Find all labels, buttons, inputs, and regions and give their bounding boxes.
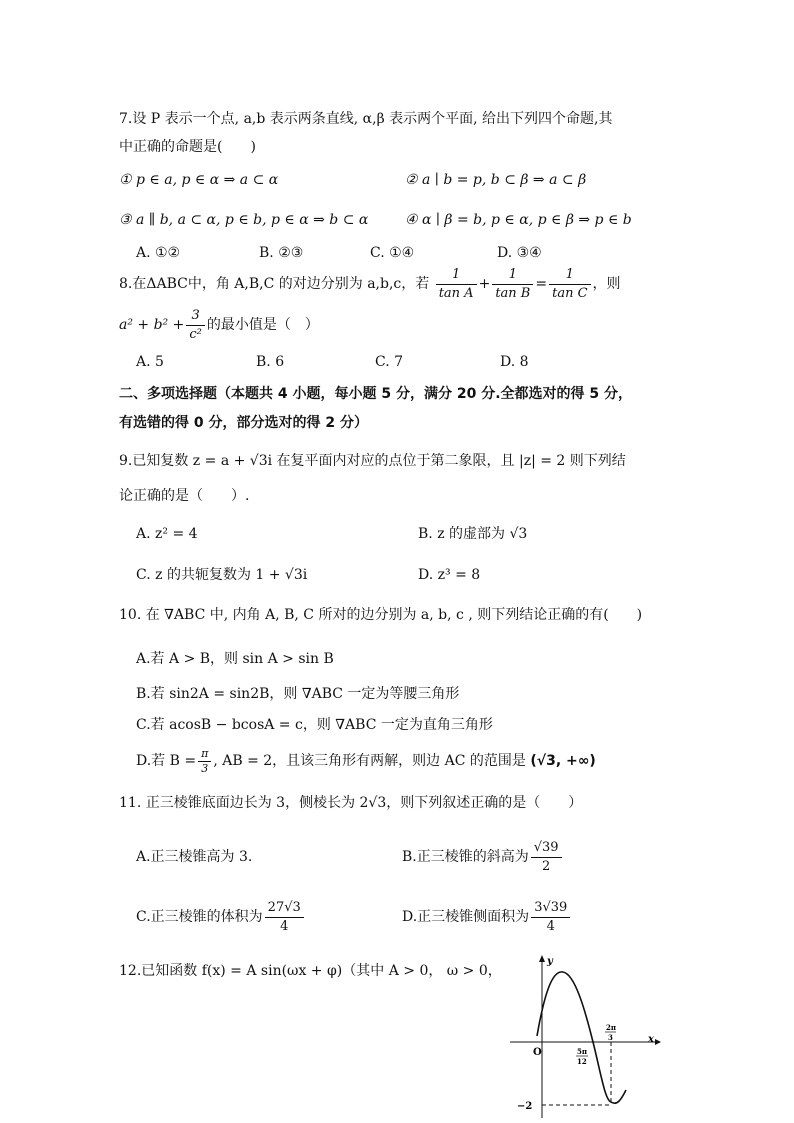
q9-option-d: D. z³ = 8 <box>418 567 481 583</box>
q7-proposition-1: ① p ∈ a, p ∈ α ⇒ a ⊂ α <box>119 172 279 188</box>
q10-fraction-pi-over-3: $\frac{\pi}{3}$ <box>198 747 211 776</box>
q7-proposition-4: ④ α ∣ β = b, p ∈ α, p ∈ β ⇒ p ∈ b <box>405 212 632 228</box>
q8-lead: 8.在ΔABC中，角 A,B,C 的对边分别为 a,b,c，若 <box>119 276 430 292</box>
q11-fraction-slant-height: $\frac{√39}{2}$ <box>531 839 562 876</box>
tick-2pi-3-den: 3 <box>608 1033 613 1042</box>
section2-title-line1: 二、多项选择题（本题共 4 小题，每小题 5 分，满分 20 分.全都选对的得 5 分， <box>119 386 633 402</box>
y-axis-label: y <box>547 956 553 967</box>
q7-stem-line2: 中正确的命题是( ) <box>119 139 256 155</box>
q11-option-b: B.正三棱锥的斜高为 $\frac{√39}{2}$ <box>402 838 564 876</box>
q10-range: (√3, +∞) <box>530 753 596 769</box>
q8-fraction-tanA: $\frac{1}{\text{tan A}}$ <box>436 266 477 303</box>
q8-option-b: B. 6 <box>256 354 285 370</box>
origin-label: O <box>533 1047 542 1058</box>
x-axis-label: x <box>648 1034 654 1045</box>
q8-fraction-tanB: $\frac{1}{\text{tan B}}$ <box>492 266 533 303</box>
q8-fraction-tanC: $\frac{1}{\text{tan C}}$ <box>549 266 590 303</box>
q10-option-c: C.若 acosB − bcosA = c，则 ∇ABC 一定为直角三角形 <box>136 717 493 733</box>
q10-option-b: B.若 sin2A = sin2B，则 ∇ABC 一定为等腰三角形 <box>136 686 460 702</box>
tick-5pi-12-den: 12 <box>577 1057 587 1066</box>
q11-fraction-lateral-area: $\frac{3√39}{4}$ <box>531 899 570 936</box>
q7-proposition-2: ② a ∣ b = p, b ⊂ β ⇒ a ⊂ β <box>405 172 587 188</box>
q10-option-d: D.若 B = $\frac{\pi}{3}$ , AB = 2，且该三角形有两解，则边 AC 的范围是 (√3, +∞) <box>136 746 596 775</box>
q11-option-d: D.正三棱锥侧面积为 $\frac{3√39}{4}$ <box>402 898 572 936</box>
q7-proposition-3: ③ a ∥ b, a ⊂ α, p ∈ b, p ∈ α ⇒ b ⊂ α <box>119 212 369 228</box>
q9-stem-line2: 论正确的是（ ）. <box>119 488 250 504</box>
q9-option-b: B. z 的虚部为 √3 <box>418 526 528 542</box>
sine-graph-figure <box>505 950 665 1120</box>
q11-option-c: C.正三棱锥的体积为 $\frac{27√3}{4}$ <box>136 898 306 936</box>
q8-stem-line1: 8.在ΔABC中，角 A,B,C 的对边分别为 a,b,c，若 $\frac{1}{\text{tan A}}$ + $\frac{1}{\text{tan B}}$ = $\frac{1}{\text{tan C}}$ ，则 <box>119 266 621 301</box>
q7-option-b: B. ②③ <box>259 245 304 261</box>
q8-option-a: A. 5 <box>136 354 164 370</box>
q10-option-a: A.若 A > B，则 sin A > sin B <box>136 651 334 667</box>
q9-option-a: A. z² = 4 <box>136 526 198 542</box>
q10-stem: 10. 在 ∇ABC 中, 内角 A, B, C 所对的边分别为 a, b, c , 则下列结论正确的有( ) <box>119 607 643 623</box>
section2-title-line2: 有选错的得 0 分，部分选对的得 2 分） <box>119 415 368 431</box>
x-axis-arrow-icon <box>655 1039 661 1045</box>
ymin-label: −2 <box>517 1101 533 1112</box>
q7-option-d: D. ③④ <box>497 245 542 261</box>
q8-option-c: C. 7 <box>375 354 404 370</box>
q7-option-c: C. ①④ <box>370 245 415 261</box>
q7-option-a: A. ①② <box>136 245 181 261</box>
tick-2pi-3-num: 2π <box>606 1023 616 1032</box>
q9-option-c: C. z 的共轭复数为 1 + √3i <box>136 567 308 583</box>
q11-fraction-volume: $\frac{27√3}{4}$ <box>265 899 304 936</box>
q9-stem-line1: 9.已知复数 z = a + √3i 在复平面内对应的点位于第二象限，且 |z| = 2 则下列结 <box>119 453 626 469</box>
q8-fraction-3-over-c2: $\frac{3}{\text{c²}}$ <box>186 307 205 344</box>
q12-stem: 12.已知函数 f(x) = A sin(ωx + φ)（其中 A > 0， ω > 0， <box>119 963 502 979</box>
q7-stem-line1: 7.设 P 表示一个点, a,b 表示两条直线, α,β 表示两个平面, 给出下列四个命题,其 <box>119 111 613 127</box>
tick-5pi-12-num: 5π <box>577 1047 587 1056</box>
q11-option-a: A.正三棱锥高为 3. <box>136 849 253 865</box>
q8-option-d: D. 8 <box>500 354 529 370</box>
q11-stem: 11. 正三棱锥底面边长为 3，侧棱长为 2√3，则下列叙述正确的是（ ） <box>119 795 583 811</box>
q8-stem-line2: a² + b² + $\frac{3}{\text{c²}}$ 的最小值是（ ） <box>119 307 319 342</box>
y-axis-arrow-icon <box>539 955 545 962</box>
